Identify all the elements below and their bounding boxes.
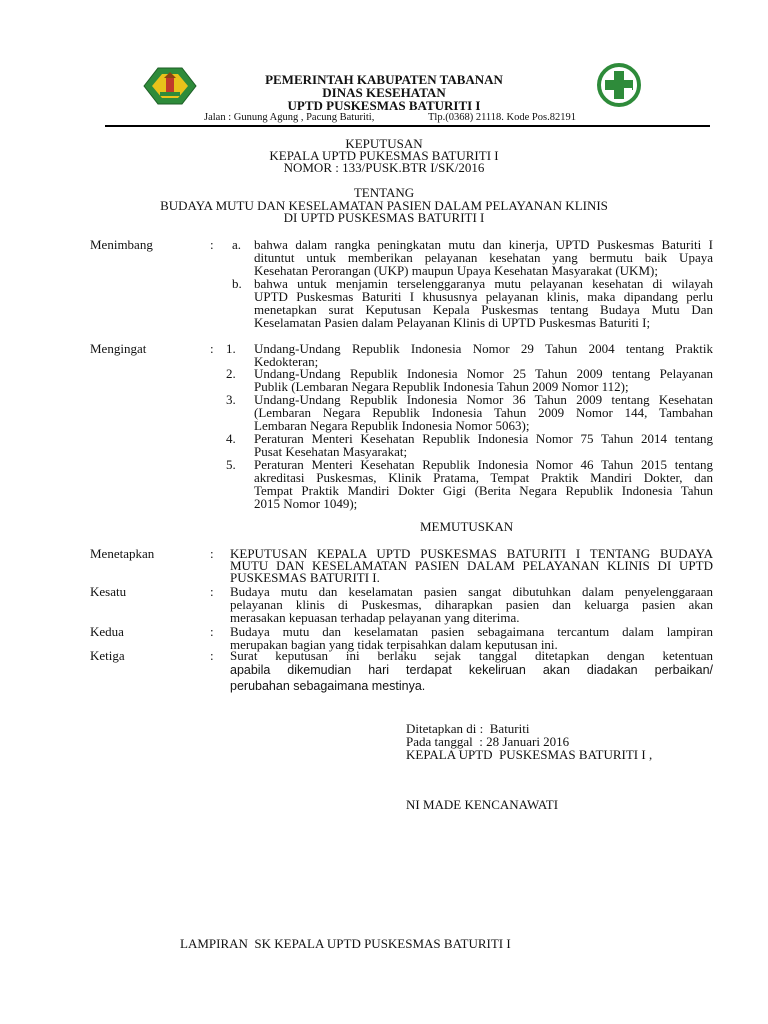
letterhead-government: PEMERINTAH KABUPATEN TABANAN bbox=[265, 72, 503, 87]
letterhead-phone: Tlp.(0368) 21118. Kode Pos.82191 bbox=[428, 112, 576, 123]
memutuskan-heading: MEMUTUSKAN bbox=[420, 519, 514, 534]
section-label: Kesatu bbox=[90, 584, 127, 599]
list-item-line: Undang-Undang Republik Indonesia Nomor 29 Tahun 2004 tentang Praktik bbox=[254, 341, 713, 356]
doc-tentang: TENTANG bbox=[353, 185, 415, 200]
section-colon: : bbox=[210, 341, 214, 356]
decision-line: Budaya mutu dan keselamatan pasien sangat dibutuhkan dalam penyelenggaraan bbox=[230, 584, 713, 599]
section-label: Mengingat bbox=[90, 341, 147, 356]
doc-number: NOMOR : 133/PUSK.BTR I/SK/2016 bbox=[283, 160, 485, 175]
section-colon: : bbox=[210, 584, 214, 599]
decision-line: Budaya mutu dan keselamatan pasien sebagaimana tercantum dalam lampiran bbox=[230, 624, 713, 639]
list-item-line: akreditasi Puskesmas, Klinik Pratama, Tempat Praktik Mandiri Dokter, dan bbox=[254, 470, 713, 485]
decision-line: Surat keputusan ini berlaku sejak tanggal ditetapkan dengan ketentuan bbox=[230, 648, 713, 663]
list-item-line: dituntut untuk memberikan pelayanan kesehatan yang bermutu baik Upaya bbox=[254, 250, 713, 265]
list-item-line: 2015 Nomor 1049); bbox=[254, 496, 358, 511]
signature-position: KEPALA UPTD PUSKESMAS BATURITI I , bbox=[406, 747, 653, 762]
item-marker: 1. bbox=[226, 341, 236, 356]
letterhead-unit: UPTD PUSKESMAS BATURITI I bbox=[287, 98, 481, 113]
list-item-line: Peraturan Menteri Kesehatan Republik Indonesia Nomor 75 Tahun 2014 tentang bbox=[254, 431, 713, 446]
letterhead-rule bbox=[105, 125, 710, 127]
decision-line: KEPUTUSAN KEPALA UPTD PUSKESMAS BATURITI I TENTANG BUDAYA bbox=[230, 546, 713, 561]
list-item-line: Peraturan Menteri Kesehatan Republik Indonesia Nomor 46 Tahun 2015 tentang bbox=[254, 457, 713, 472]
doc-title: KEPUTUSAN bbox=[345, 136, 423, 151]
section-colon: : bbox=[210, 648, 214, 663]
item-marker: 5. bbox=[226, 457, 236, 472]
list-item-line: bahwa untuk menjamin terselenggaranya mutu pelayanan kesehatan di wilayah bbox=[254, 276, 713, 291]
section-label: Kedua bbox=[90, 624, 124, 639]
decision-line: MUTU DAN KESELAMATAN PASIEN DALAM PELAYANAN KLINIS DI UPTD bbox=[230, 558, 713, 573]
list-item-line: (Lembaran Negara Republik Indonesia Tahun 2009 Nomor 144, Tambahan bbox=[254, 405, 713, 420]
list-item-line: Pusat Kesehatan Masyarakat; bbox=[254, 444, 408, 459]
doc-subject-line1: BUDAYA MUTU DAN KESELAMATAN PASIEN DALAM PELAYANAN KLINIS bbox=[160, 198, 608, 213]
list-item-line: Keselamatan Pasien dalam Pelayanan Klinis di UPTD Puskesmas Baturiti I; bbox=[254, 315, 651, 330]
list-item-line: bahwa dalam rangka peningkatan mutu dan kinerja, UPTD Puskesmas Baturiti I bbox=[254, 237, 713, 252]
list-item-line: Kesehatan Perorangan (UKP) maupun Upaya Kesehatan Masyarakat (UKM); bbox=[254, 263, 658, 278]
signature-place: Ditetapkan di : Baturiti bbox=[406, 721, 530, 736]
signature-name: NI MADE KENCANAWATI bbox=[406, 797, 559, 812]
signature-date: Pada tanggal : 28 Januari 2016 bbox=[406, 734, 570, 749]
item-marker: b. bbox=[232, 276, 242, 291]
list-item-line: Undang-Undang Republik Indonesia Nomor 25 Tahun 2009 tentang Pelayanan bbox=[254, 366, 713, 381]
section-label: Menimbang bbox=[90, 237, 153, 252]
list-item-line: UPTD Puskesmas Baturiti I khususnya pelayanan klinis, maka dipandang perlu bbox=[254, 289, 713, 304]
list-item-line: menetapkan surat Keputusan Kepala Puskesmas tentang Budaya Mutu Dan bbox=[254, 302, 713, 317]
decision-line: perubahan sebagaimana mestinya. bbox=[230, 679, 426, 693]
section-colon: : bbox=[210, 546, 214, 561]
letterhead-address: Jalan : Gunung Agung , Pacung Baturiti, bbox=[204, 112, 375, 123]
decision-line: merasakan kepuasan terhadap pelayanan yang diterima. bbox=[230, 610, 520, 625]
section-colon: : bbox=[210, 624, 214, 639]
item-marker: 2. bbox=[226, 366, 236, 381]
doc-title-authority: KEPALA UPTD PUKESMAS BATURITI I bbox=[269, 148, 499, 163]
decision-line: PUSKESMAS BATURITI I. bbox=[230, 570, 380, 585]
letterhead-agency: DINAS KESEHATAN bbox=[322, 85, 446, 100]
item-marker: 3. bbox=[226, 392, 236, 407]
item-marker: 4. bbox=[226, 431, 236, 446]
decision-line: apabila dikemudian hari terdapat kekeliruan akan diadakan perbaikan/ bbox=[230, 663, 713, 677]
decision-line: merupakan bagian yang tidak terpisahkan dalam keputusan ini. bbox=[230, 637, 558, 652]
decision-line: pelayanan klinis di Puskesmas, diharapkan pasien dan keluarga pasien akan bbox=[230, 597, 713, 612]
list-item-line: Lembaran Negara Republik Indonesia Nomor 5063); bbox=[254, 418, 530, 433]
item-marker: a. bbox=[232, 237, 242, 252]
list-item-line: Publik (Lembaran Negara Republik Indonesia Tahun 2009 Nomor 112); bbox=[254, 379, 629, 394]
section-label: Ketiga bbox=[90, 648, 125, 663]
list-item-line: Kedokteran; bbox=[254, 354, 319, 369]
section-colon: : bbox=[210, 237, 214, 252]
list-item-line: Tempat Praktik Mandiri Dokter Gigi (Berita Negara Republik Indonesia Tahun bbox=[254, 483, 713, 498]
section-label: Menetapkan bbox=[90, 546, 155, 561]
lampiran-heading: LAMPIRAN SK KEPALA UPTD PUSKESMAS BATURITI I bbox=[180, 936, 511, 951]
list-item-line: Undang-Undang Republik Indonesia Nomor 36 Tahun 2009 tentang Kesehatan bbox=[254, 392, 713, 407]
doc-subject-line2: DI UPTD PUSKESMAS BATURITI I bbox=[283, 210, 485, 225]
